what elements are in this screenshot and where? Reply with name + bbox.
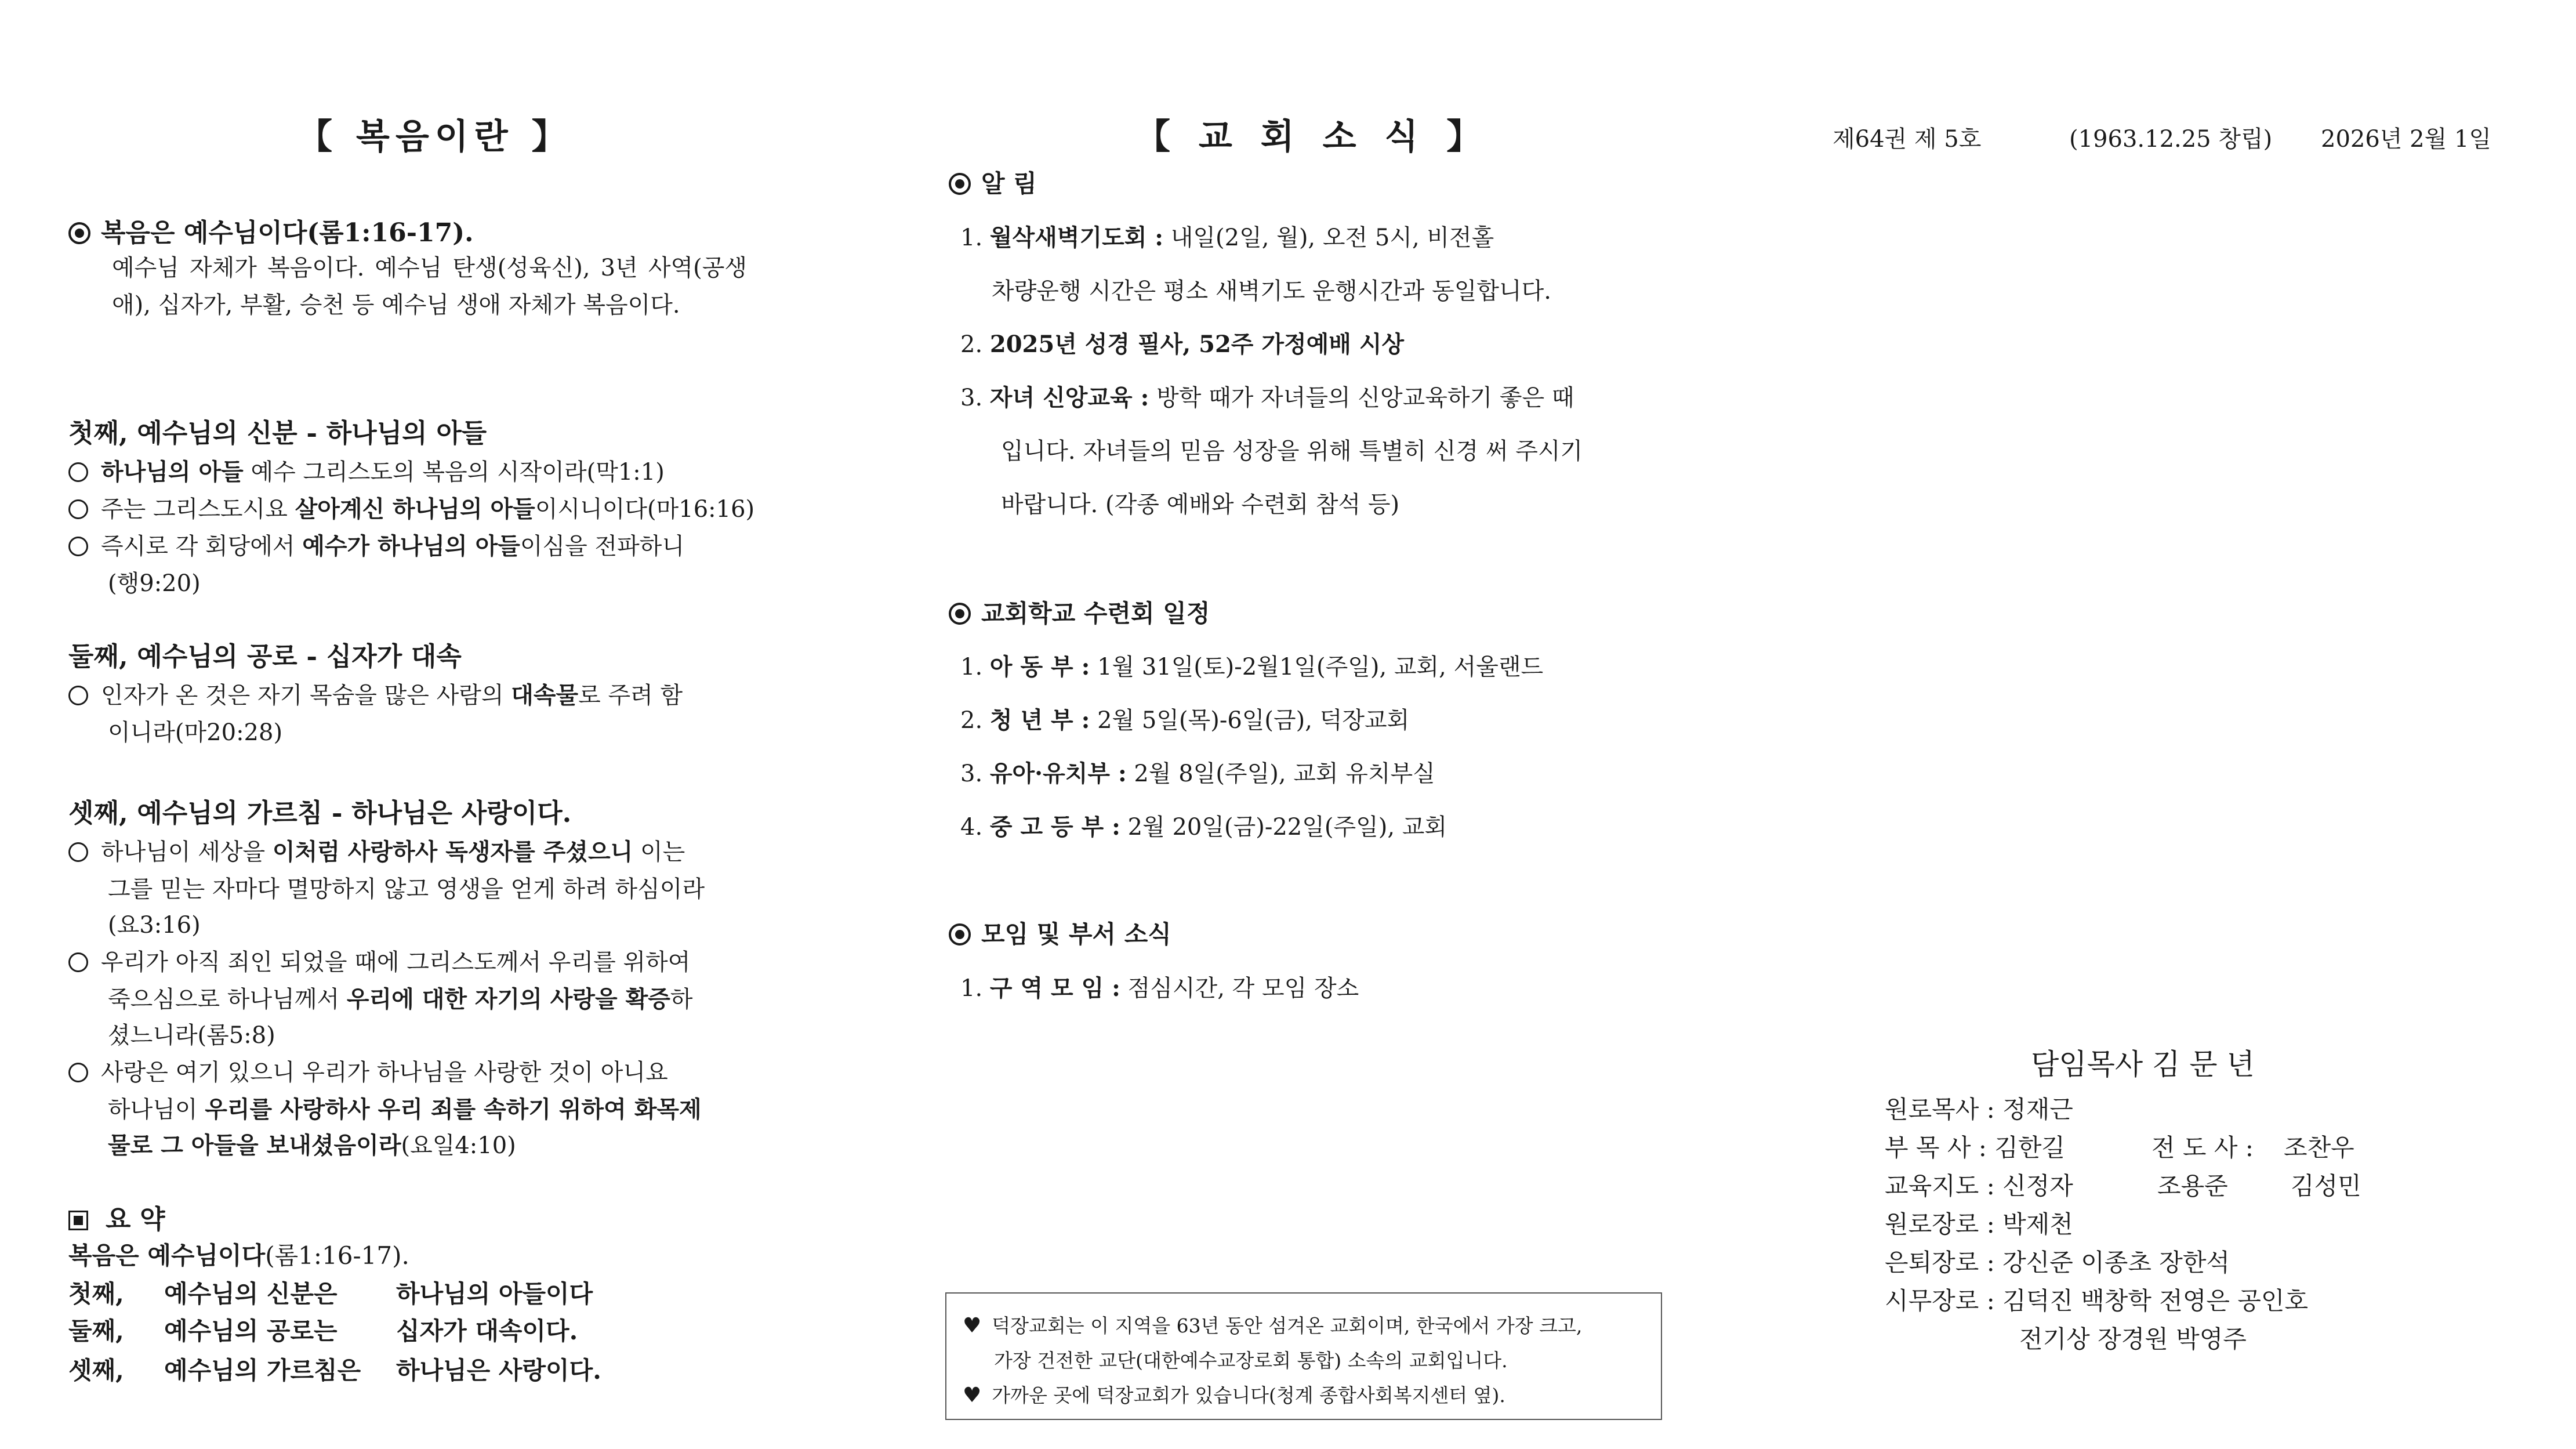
summary-line-3: 둘째, 예수님의 공로는 십자가 대속이다. (68, 1317, 578, 1345)
second-item-1: 인자가 온 것은 자기 목숨을 많은 사람의 대속물로 주려 함 (68, 677, 683, 710)
staff-row-2: 부 목 사 : 김한길 전 도 사 : 조찬우 (1885, 1133, 2354, 1162)
heart-icon: ♥ (963, 1314, 982, 1338)
summary-heading: 요 약 (68, 1198, 165, 1236)
third-item-2-cont2: 셨느니라(롬5:8) (108, 1022, 275, 1049)
third-item-1-cont1: 그를 믿는 자마다 멸망하지 않고 영생을 얻게 하려 하심이라 (108, 876, 705, 903)
issue-date: 2026년 2월 1일 (2321, 126, 2492, 153)
third-item-2: 우리가 아직 죄인 되었을 때에 그리스도께서 우리를 위하여 (68, 944, 690, 977)
third-item-3-cont1: 하나님이 우리를 사랑하사 우리 죄를 속하기 위하여 화목제 (108, 1096, 702, 1123)
notice-item-2: 2. 2025년 성경 필사, 52주 가정예배 시상 (960, 331, 1405, 358)
third-item-3: 사랑은 여기 있으니 우리가 하나님을 사랑한 것이 아니요 (68, 1054, 668, 1087)
meeting-item-1: 1. 구 역 모 임 : 점심시간, 각 모임 장소 (960, 975, 1359, 1002)
box-line-1: ♥ 덕장교회는 이 지역을 63년 동안 섬겨온 교회이며, 한국에서 가장 크고, (963, 1309, 1645, 1343)
retreat-item-4: 4. 중 고 등 부 : 2월 20일(금)-22일(주일), 교회 (960, 813, 1447, 841)
bullseye-icon (949, 923, 971, 946)
staff-row-5: 은퇴장로 : 강신준 이종초 장한석 (1885, 1248, 2230, 1277)
notice-item-3-cont: 입니다. 자녀들의 믿음 성장을 위해 특별히 신경 써 주시기 (1001, 438, 1583, 465)
circle-bullet-icon (68, 499, 88, 519)
retreat-heading: 교회학교 수련회 일정 (949, 595, 1210, 629)
second-item-1-cont: 이니라(마20:28) (108, 719, 283, 746)
square-bullet-icon (68, 1211, 88, 1230)
retreat-item-3: 3. 유아·유치부 : 2월 8일(주일), 교회 유치부실 (960, 760, 1435, 787)
staff-row-1: 원로목사 : 정재근 (1885, 1095, 2073, 1124)
gospel-intro-heading: 복음은 예수님이다(롬1:16-17). (68, 212, 473, 249)
summary-line-4: 셋째, 예수님의 가르침은 하나님은 사랑이다. (68, 1356, 601, 1385)
notice-item-3-cont2: 바랍니다. (각종 예배와 수련회 참석 등) (1001, 491, 1400, 518)
staff-row-6-cont: 전기상 장경원 박영주 (2019, 1325, 2247, 1353)
staff-row-6: 시무장로 : 김덕진 백창학 전영은 공인호 (1885, 1287, 2309, 1315)
third-item-2-cont1: 죽으심으로 하나님께서 우리에 대한 자기의 사랑을 확증하 (108, 986, 693, 1013)
third-item-1: 하나님이 세상을 이처럼 사랑하사 독생자를 주셨으니 이는 (68, 834, 685, 867)
founded-date: (1963.12.25 창립) (2069, 126, 2273, 153)
heart-icon: ♥ (963, 1383, 982, 1407)
gospel-intro-body: 예수님 자체가 복음이다. 예수님 탄생(성육신), 3년 사역(공생애), 십자가, 부활, 승천 등 예수님 생애 자체가 복음이다. (112, 255, 747, 318)
circle-bullet-icon (68, 686, 88, 705)
third-item-3-cont2: 물로 그 아들을 보내셨음이라(요일4:10) (108, 1132, 516, 1159)
first-item-2: 주는 그리스도시요 살아계신 하나님의 아들이시니이다(마16:16) (68, 491, 754, 524)
third-item-1-cont2: (요3:16) (108, 912, 201, 939)
volume-number: 제64권 제 5호 (1833, 126, 1982, 153)
bullseye-icon (949, 173, 971, 195)
senior-pastor: 담임목사 김 문 년 (2031, 1048, 2255, 1081)
circle-bullet-icon (68, 462, 88, 482)
box-line-3: ♥ 가까운 곳에 덕장교회가 있습니다(청계 종합사회복지센터 옆). (963, 1378, 1645, 1413)
news-title: 【 교 회 소 식 】 (1135, 117, 1490, 157)
first-item-3-cont: (행9:20) (108, 570, 201, 597)
notice-item-1-cont: 차량운행 시간은 평소 새벽기도 운행시간과 동일합니다. (992, 278, 1552, 305)
notice-item-3: 3. 자녀 신앙교육 : 방학 때가 자녀들의 신앙교육하기 좋은 때 (960, 384, 1574, 411)
circle-bullet-icon (68, 952, 88, 972)
retreat-item-2: 2. 청 년 부 : 2월 5일(목)-6일(금), 덕장교회 (960, 707, 1410, 734)
staff-row-4: 원로장로 : 박제천 (1885, 1210, 2073, 1238)
notice-heading: 알 림 (949, 165, 1037, 200)
circle-bullet-icon (68, 1063, 88, 1082)
summary-line-2: 첫째, 예수님의 신분은 하나님의 아들이다 (68, 1280, 593, 1308)
bullseye-icon (68, 222, 90, 244)
retreat-item-1: 1. 아 동 부 : 1월 31일(토)-2월1일(주일), 교회, 서울랜드 (960, 653, 1544, 680)
notice-item-1: 1. 월삭새벽기도회 : 내일(2일, 월), 오전 5시, 비전홀 (960, 224, 1494, 251)
church-info-box (945, 1292, 1662, 1420)
box-line-2: 가장 건전한 교단(대한예수교장로회 통합) 소속의 교회입니다. (994, 1349, 1508, 1372)
circle-bullet-icon (68, 842, 88, 862)
gospel-title: 【 복음이란 】 (297, 117, 572, 157)
summary-line-1: 복음은 예수님이다(롬1:16-17). (68, 1241, 409, 1270)
circle-bullet-icon (68, 537, 88, 556)
second-heading: 둘째, 예수님의 공로 - 십자가 대속 (68, 641, 462, 672)
first-item-1: 하나님의 아들 예수 그리스도의 복음의 시작이라(막1:1) (68, 454, 665, 487)
meeting-heading: 모임 및 부서 소식 (949, 915, 1171, 950)
first-heading: 첫째, 예수님의 신분 - 하나님의 아들 (68, 418, 487, 448)
first-item-3: 즉시로 각 회당에서 예수가 하나님의 아들이심을 전파하니 (68, 528, 684, 561)
third-heading: 셋째, 예수님의 가르침 - 하나님은 사랑이다. (68, 798, 572, 828)
staff-row-3: 교육지도 : 신정자 조용준 김성민 (1885, 1172, 2361, 1200)
bullseye-icon (949, 603, 971, 625)
